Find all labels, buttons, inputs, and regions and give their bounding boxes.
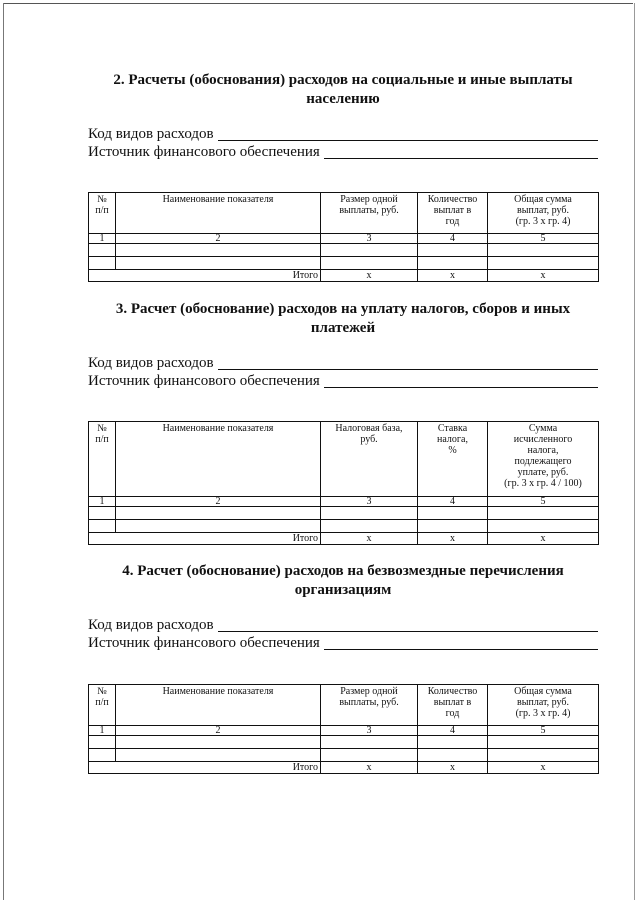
total-mark: х [488,270,599,282]
column-number-row [89,726,599,736]
header-col3-text: Размер одной выплаты, руб. [339,686,399,708]
total-mark: х [321,533,418,545]
total-mark: х [418,270,488,282]
col-number: 5 [488,726,599,736]
table-cell[interactable] [418,257,488,270]
header-col5-text: Сумма исчисленного налога, подлежащего уплате, руб. (гр. 3 х гр. 4 / 100) [504,423,582,489]
scan-edge-left [3,3,4,900]
total-row [89,762,599,774]
section-title-line1: 3. Расчет (обоснование) расходов на уплату налогов, сборов и иных [115,301,571,317]
expense-code-label: Код видов расходов [88,126,214,142]
table-cell[interactable] [116,520,321,533]
header-cell-col4 [418,193,488,234]
table-cell[interactable] [321,244,418,257]
table-cell[interactable] [488,520,599,533]
funding-source-field[interactable] [88,372,598,390]
funding-source-label: Источник финансового обеспечения [88,635,320,651]
table-header-row [89,685,599,726]
column-number-row [89,497,599,507]
col-number: 4 [418,497,488,507]
calculation-table [88,192,599,282]
total-mark: х [321,762,418,774]
table-cell[interactable] [116,736,321,749]
header-col4-text: Количество выплат в год [427,686,478,719]
header-cell-col4 [418,422,488,497]
scan-edge-right [634,3,635,900]
column-number-row [89,234,599,244]
header-col4-text: Количество выплат в год [427,194,478,227]
col-number: 3 [321,726,418,736]
table-row[interactable] [89,257,599,270]
header-num-l1: № [97,686,107,697]
header-cell-col5 [488,422,599,497]
table-cell[interactable] [418,736,488,749]
table-cell[interactable] [116,507,321,520]
table-cell[interactable] [488,257,599,270]
table-cell[interactable] [418,520,488,533]
table-cell[interactable] [321,736,418,749]
table-cell[interactable] [321,257,418,270]
table-cell[interactable] [418,244,488,257]
table-cell[interactable] [488,749,599,762]
header-col5-text: Общая сумма выплат, руб. (гр. 3 х гр. 4) [514,686,572,719]
calculation-table [88,421,599,545]
table-row[interactable] [89,244,599,257]
table-cell[interactable] [488,736,599,749]
section-title [88,71,598,109]
header-cell-num [89,193,116,234]
total-label: Итого [89,533,321,545]
table-cell[interactable] [116,244,321,257]
header-col5-text: Общая сумма выплат, руб. (гр. 3 х гр. 4) [514,194,572,227]
col-number: 1 [89,234,116,244]
header-cell-name: Наименование показателя [116,422,321,497]
section-title-line1: 4. Расчет (обоснование) расходов на безвозмездные перечисления [122,563,564,579]
col-number: 4 [418,726,488,736]
table-row[interactable] [89,520,599,533]
table-cell[interactable] [89,749,116,762]
header-cell-num [89,685,116,726]
table-cell[interactable] [418,749,488,762]
table-cell[interactable] [488,244,599,257]
table-row[interactable] [89,507,599,520]
table-cell[interactable] [321,520,418,533]
header-cell-name: Наименование показателя [116,193,321,234]
funding-source-field[interactable] [88,634,598,652]
col-number: 2 [116,234,321,244]
scan-edge-top [3,3,633,4]
funding-source-label: Источник финансового обеспечения [88,144,320,160]
col-number: 2 [116,497,321,507]
expense-code-field[interactable] [88,354,598,372]
expense-code-field[interactable] [88,125,598,143]
total-label: Итого [89,270,321,282]
section-title [88,300,598,338]
header-num-l1: № [97,423,107,434]
total-mark: х [488,762,599,774]
funding-source-blank[interactable] [324,636,598,650]
total-row [89,533,599,545]
table-cell[interactable] [418,507,488,520]
table-row[interactable] [89,736,599,749]
header-num-l2: п/п [95,205,109,216]
header-cell-name: Наименование показателя [116,685,321,726]
section-title-line2: населению [306,91,380,107]
funding-source-blank[interactable] [324,374,598,388]
expense-code-blank[interactable] [218,127,598,141]
col-number: 5 [488,234,599,244]
col-number: 3 [321,234,418,244]
table-cell[interactable] [89,244,116,257]
section-fields [88,616,598,652]
header-cell-col3 [321,685,418,726]
total-mark: х [321,270,418,282]
section-grants [88,562,598,774]
table-cell[interactable] [321,507,418,520]
header-cell-col5 [488,685,599,726]
expense-code-blank[interactable] [218,356,598,370]
header-col3-text: Размер одной выплаты, руб. [339,194,399,216]
section-social-payments [88,71,598,282]
total-mark: х [418,762,488,774]
header-cell-col3 [321,422,418,497]
expense-code-label: Код видов расходов [88,355,214,371]
funding-source-label: Источник финансового обеспечения [88,373,320,389]
section-title [88,562,598,600]
total-label: Итого [89,762,321,774]
table-cell[interactable] [89,736,116,749]
total-mark: х [488,533,599,545]
table-cell[interactable] [89,257,116,270]
header-cell-num [89,422,116,497]
total-mark: х [418,533,488,545]
section-fields [88,125,598,161]
section-title-line2: организациям [294,582,392,598]
expense-code-label: Код видов расходов [88,617,214,633]
table-header-row [89,422,599,497]
table-cell[interactable] [89,520,116,533]
table-row[interactable] [89,749,599,762]
col-number: 4 [418,234,488,244]
expense-code-blank[interactable] [218,618,598,632]
calculation-table [88,684,599,774]
expense-code-field[interactable] [88,616,598,634]
section-taxes [88,300,598,545]
section-title-line1: 2. Расчеты (обоснования) расходов на социальные и иные выплаты [113,72,573,88]
header-cell-col4 [418,685,488,726]
table-cell[interactable] [488,507,599,520]
col-number: 1 [89,726,116,736]
col-number: 5 [488,497,599,507]
section-fields [88,354,598,390]
header-col3-text: Налоговая база, руб. [335,423,403,445]
header-col4-text: Ставка налога, % [437,423,468,456]
section-title-line2: платежей [310,320,376,336]
header-cell-col3 [321,193,418,234]
header-num-l2: п/п [95,697,109,708]
col-number: 3 [321,497,418,507]
table-header-row [89,193,599,234]
total-row [89,270,599,282]
header-cell-col5 [488,193,599,234]
table-cell[interactable] [321,749,418,762]
funding-source-field[interactable] [88,143,598,161]
table-cell[interactable] [89,507,116,520]
col-number: 1 [89,497,116,507]
col-number: 2 [116,726,321,736]
table-cell[interactable] [116,749,321,762]
header-num-l2: п/п [95,434,109,445]
header-num-l1: № [97,194,107,205]
funding-source-blank[interactable] [324,145,598,159]
table-cell[interactable] [116,257,321,270]
